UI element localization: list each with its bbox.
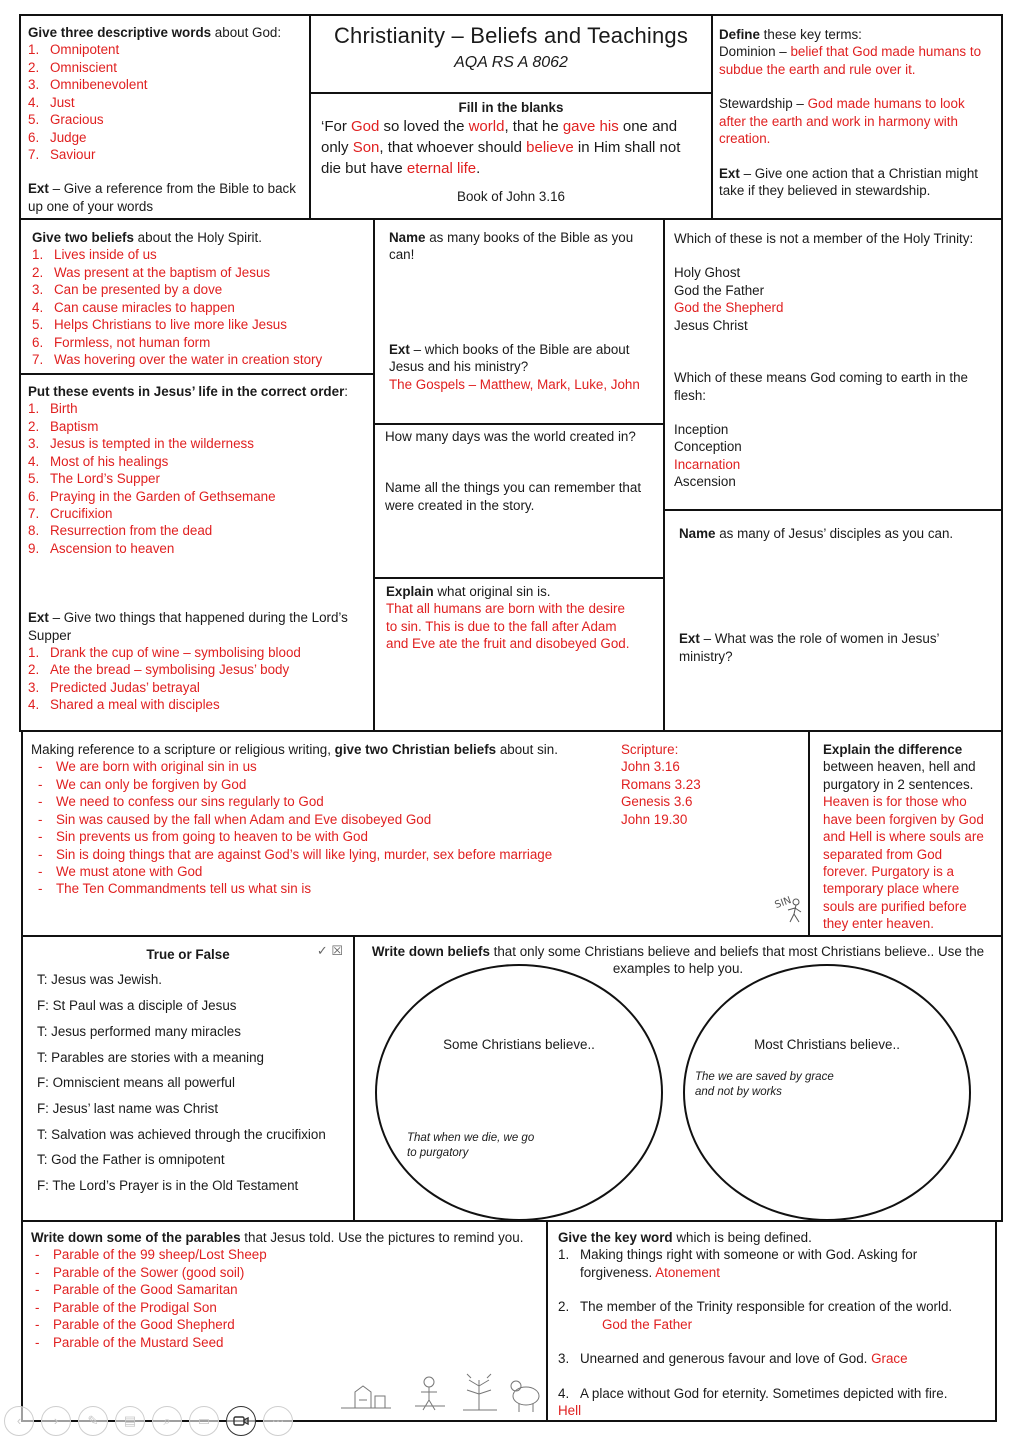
scripture-references: Scripture: John 3.16 Romans 3.23 Genesis 3.6 John 19.30 — [621, 742, 701, 827]
list-item: 7. Crucifixion — [28, 505, 113, 521]
disciples-panel: Name as many of Jesus’ disciples as you can. Ext – What was the role of women in Jesus’ ministry? — [663, 509, 1003, 732]
holy-spirit-panel: Give two beliefs about the Holy Spirit. 1. Lives inside of us 2. Was present at the baptism of Jesus 3. Can be presented by a dove 4. Can cause miracles to happen 5. Helps Christians to live more like Jesus 6. Formless, not human form 7. Was hovering over the water in creation story — [19, 218, 375, 375]
list-item: 3. Jesus is tempted in the wilderness — [28, 436, 254, 452]
blank-answer: gave his — [562, 118, 619, 136]
difference-panel: Explain the difference between heaven, hell and purgatory in 2 sentences. Heaven is for those who have been forgiven by God and Hell is where souls are separated from God forever. Purgatory is a temporary place where souls are purified before they enter heaven. — [808, 730, 1003, 937]
list-item: 8. Resurrection from the dead — [28, 523, 213, 539]
list-item: F: Jesus’ last name was Christ — [37, 1101, 219, 1117]
most-christians-circle: Most Christians believe.. The we are saved by grace and not by works — [683, 964, 971, 1221]
god-words-list — [28, 41, 302, 163]
presenter-toolbar — [4, 1406, 293, 1436]
blank-answer: world — [468, 118, 505, 136]
title-panel — [309, 14, 713, 94]
quote-text: so loved the — [379, 118, 469, 136]
list-item: 5. Helps Christians to live more like Jesus — [32, 317, 287, 333]
list-item: T: Salvation was achieved through the crucifixion — [37, 1126, 326, 1142]
list-item: T: Jesus was Jewish. — [37, 972, 163, 988]
option-item: God the Father — [674, 282, 765, 298]
list-item: 6. Formless, not human form — [32, 334, 211, 350]
more-icon[interactable]: ··· — [263, 1406, 293, 1436]
quote-text: ‘For — [321, 118, 351, 136]
trinity-panel: Which of these is not a member of the Holy Trinity: Holy Ghost God the Father God the Shepherd Jesus Christ Which of these means God coming to earth in the flesh: Inception Conception Incarnation Ascension — [663, 218, 1003, 511]
list-item: - We must atone with God — [34, 863, 800, 880]
option-item: God the Shepherd — [674, 300, 784, 316]
list-item: T: Jesus performed many miracles — [37, 1023, 241, 1039]
list-item: F: The Lord’s Prayer is in the Old Testament — [37, 1178, 299, 1194]
list-item: 4. Most of his healings — [28, 453, 169, 469]
list-item: - Parable of the Good Shepherd — [31, 1316, 538, 1333]
quote-text: , that he — [504, 118, 563, 136]
page-title: Christianity – Beliefs and Teachings — [333, 23, 689, 48]
list-item: 9. Ascension to heaven — [28, 540, 175, 556]
list-item: F: Omniscient means all powerful — [37, 1075, 235, 1091]
list-item: 5. The Lord’s Supper — [28, 471, 160, 487]
list-item: 3. Omnibenevolent — [28, 77, 148, 93]
parable-pictures — [341, 1372, 546, 1414]
check-cross-icon: ✓ ☒ — [316, 943, 343, 958]
creation-panel: How many days was the world created in? Name all the things you can remember that were created in the story. — [373, 423, 665, 579]
parables-panel: Write down some of the parables that Jesus told. Use the pictures to remind you. - Parable of the 99 sheep/Lost Sheep - Parable of the Sower (good soil) - Parable of the Good Samaritan - Parable of the Prodigal Son - Parable of the Good Shepherd - Parable of the Mustard Seed — [21, 1220, 548, 1422]
option-item: Conception — [674, 439, 742, 455]
fill-blanks-quote — [321, 117, 701, 179]
list-item: 4. A place without God for eternity. Sometimes depicted with fire. Hell — [558, 1385, 948, 1418]
option-item: Holy Ghost — [674, 265, 741, 281]
subtitles-icon[interactable]: ▭ — [189, 1406, 219, 1436]
blank-answer: eternal life — [406, 159, 477, 177]
list-item: 6. Praying in the Garden of Gethsemane — [28, 488, 276, 504]
beliefs-panel: Write down beliefs that only some Christians believe and beliefs that most Christians believe.. Use the examples to help you. Some Christians believe.. That when we die, we go to purgatory Most Christians believe.. The we are saved by grace and not by works — [353, 935, 1003, 1222]
list-item: - Parable of the Sower (good soil) — [31, 1264, 538, 1281]
list-item: 1. Lives inside of us — [32, 247, 157, 263]
svg-text:SIN: SIN — [773, 895, 793, 912]
true-false-list — [37, 971, 339, 1194]
option-item: Incarnation — [674, 456, 741, 472]
holy-spirit-list — [32, 246, 362, 368]
blank-answer: Son — [352, 139, 380, 157]
option-item: Jesus Christ — [674, 317, 748, 333]
list-item: F: St Paul was a disciple of Jesus — [37, 998, 237, 1014]
jesus-life-panel: Put these events in Jesus’ life in the correct order: 1. Birth 2. Baptism 3. Jesus is tempted in the wilderness 4. Most of his healings 5. The Lord’s Supper 6. Praying in the Garden of Gethsemane 7. Crucifixion 8. Resurrection from the dead 9. Ascension to heaven Ext – Give two things that happened during the Lord’s Supper 1. Drank the cup of wine – symbolising blood 2. Ate the bread – symbolising Jesus’ body 3. Predicted Judas’ betrayal 4. Shared a meal with disciples — [19, 373, 375, 732]
list-item: 3. Unearned and generous favour and love of God. Grace — [558, 1351, 908, 1367]
option-item: Ascension — [674, 474, 736, 490]
list-item: - Sin was caused by the fall when Adam and Eve disobeyed God — [34, 811, 800, 828]
list-item: 2. Was present at the baptism of Jesus — [32, 264, 271, 280]
blank-answer: God — [351, 118, 380, 136]
list-item: - We need to confess our sins regularly to God — [34, 793, 800, 810]
list-item: 5. Gracious — [28, 112, 104, 128]
incarnation-options — [674, 421, 992, 491]
list-item: 1. Drank the cup of wine – symbolising blood — [28, 645, 301, 661]
list-item: 2. Omniscient — [28, 59, 117, 75]
list-item: 2. The member of the Trinity responsible for creation of the world. God the Father — [558, 1299, 953, 1332]
list-item: 1. Omnipotent — [28, 42, 120, 58]
true-false-panel: True or False ✓ ☒ T: Jesus was Jewish. F: St Paul was a disciple of Jesus T: Jesus performed many miracles T: Parables are stories with a meaning F: Omniscient means all powerful F: Jesus’ last name was Christ T: Salvation was achieved through the crucifixion T: God the Father is omnipotent F: The Lord’s Prayer is in the Old Testament — [21, 935, 355, 1222]
parable-sketches-icon — [341, 1372, 546, 1414]
list-item: 1. Making things right with someone or with God. Asking for forgiveness. Atonement — [558, 1247, 918, 1280]
quote-text: . — [476, 159, 481, 177]
list-item: T: God the Father is omnipotent — [37, 1152, 225, 1168]
list-item: T: Parables are stories with a meaning — [37, 1049, 265, 1065]
camera-icon[interactable] — [226, 1406, 256, 1436]
page-subtitle: AQA RS A 8062 — [454, 53, 568, 71]
list-item: - Sin is doing things that are against God’s will like lying, murder, sex before marriage — [34, 846, 800, 863]
sin-doodle-icon — [772, 892, 806, 926]
some-christians-circle: Some Christians believe.. That when we die, we go to purgatory — [375, 964, 663, 1221]
list-item: 4. Shared a meal with disciples — [28, 697, 220, 713]
sin-panel: Making reference to a scripture or religious writing, give two Christian beliefs about sin. - We are born with original sin in us - We can only be forgiven by God - We need to confess our sins regularly to God - Sin was caused by the fall when Adam and Eve disobeyed God - Sin prevents us from going to heaven to be with God - Sin is doing things that are against God’s will like lying, murder, sex before marriage - We must atone with God - The Ten Commandments tell us what sin is Scripture: John 3.16 Romans 3.23 Genesis 3.6 John 19.30 SIN — [21, 730, 810, 937]
quote-text: , that whoever should — [379, 139, 527, 157]
god-words-panel: Give three descriptive words about God: 1. Omnipotent 2. Omniscient 3. Omnibenevolent 4. Just 5. Gracious 6. Judge 7. Saviour Ext – Give a reference from the Bible to back up one of your words — [19, 14, 311, 220]
original-sin-panel: Explain what original sin is. That all humans are born with the desire to sin. This is due to the fall after Adam and Eve ate the fruit and disobeyed God. — [373, 577, 665, 732]
list-item: 2. Baptism — [28, 418, 99, 434]
list-item: - Parable of the Prodigal Son — [31, 1299, 538, 1316]
back-icon[interactable]: ‹ — [4, 1406, 34, 1436]
list-item: 2. Ate the bread – symbolising Jesus’ body — [28, 662, 290, 678]
list-item: - Parable of the 99 sheep/Lost Sheep — [31, 1246, 538, 1263]
list-item: 7. Was hovering over the water in creation story — [32, 351, 323, 367]
list-item: 3. Can be presented by a dove — [32, 282, 223, 298]
list-item: 1. Birth — [28, 401, 78, 417]
lords-supper-list — [28, 644, 366, 714]
list-item: - Sin prevents us from going to heaven to be with God — [34, 828, 800, 845]
quote-text: in Him shall not die but have — [321, 139, 681, 177]
trinity-options — [674, 264, 992, 334]
pen-icon[interactable]: ✎ — [78, 1406, 108, 1436]
key-words-panel: Give the key word which is being defined. 1. Making things right with someone or with God. Asking for forgiveness. Atonement 2. The member of the Trinity responsible for creation of the world. God the Father 3. Unearned and generous favour and love of God. Grace 4. A place without God for eternity. Sometimes depicted with fire. Hell — [546, 1220, 997, 1422]
option-item: Inception — [674, 421, 729, 437]
bible-books-panel: Name as many books of the Bible as you can! Ext – which books of the Bible are about Jesus and his ministry? The Gospels – Matthew, Mark, Luke, John — [373, 218, 665, 425]
list-item: 6. Judge — [28, 129, 87, 145]
blank-answer: believe — [526, 139, 574, 157]
define-panel: Define these key terms: Dominion – belief that God made humans to subdue the earth and rule over it. Stewardship – God made humans to look after the earth and work in harmony with creation. Ext – Give one action that a Christian might take if they believed in stewardship. — [711, 14, 1003, 220]
parables-list — [31, 1246, 538, 1351]
slides-icon[interactable]: ▤ — [115, 1406, 145, 1436]
key-words-list — [558, 1246, 985, 1419]
fill-blanks-panel: Fill in the blanks ‘For God so loved the world, that he gave his one and only Son, that whoever should believe in Him shall not die but have eternal life. Book of John 3.16 — [309, 92, 713, 220]
list-item: - We are born with original sin in us — [34, 758, 800, 775]
list-item: - The Ten Commandments tell us what sin is — [34, 880, 800, 897]
list-item: 7. Saviour — [28, 146, 96, 162]
list-item: - Parable of the Good Samaritan — [31, 1281, 538, 1298]
zoom-icon[interactable]: ⌕ — [152, 1406, 182, 1436]
list-item: 4. Just — [28, 94, 75, 110]
forward-icon[interactable]: › — [41, 1406, 71, 1436]
list-item: 3. Predicted Judas’ betrayal — [28, 679, 200, 695]
list-item: 4. Can cause miracles to happen — [32, 299, 235, 315]
quote-text: one and only — [321, 118, 678, 157]
jesus-life-list — [28, 400, 366, 557]
list-item: - Parable of the Mustard Seed — [31, 1334, 538, 1351]
list-item: - We can only be forgiven by God — [34, 776, 800, 793]
